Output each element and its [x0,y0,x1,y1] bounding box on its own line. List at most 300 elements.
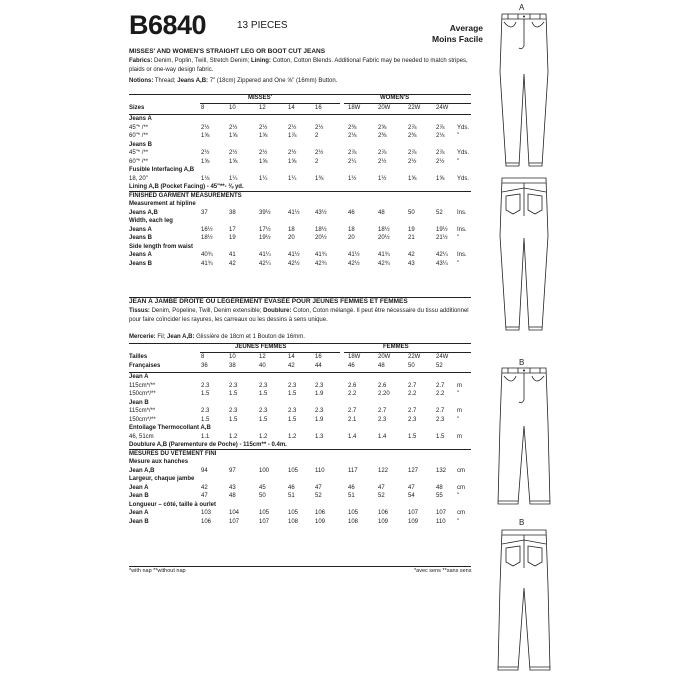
view-a-label: A [519,3,525,12]
table-cell: 2.6 [348,382,357,389]
table-cell: 1.1 [201,433,210,440]
table-cell: 109 [408,518,419,525]
table-cell: 1.2 [229,433,238,440]
group-jeunes-femmes: JEUNES FEMMES [235,344,287,350]
sizes-row [129,104,471,113]
row-unit: " [457,518,460,525]
table-cell: 2.3 [408,416,417,423]
mercerie-bold: Jean A,B: [167,334,195,340]
table-cell: 41¾ [378,252,390,258]
row-label: MESURES DU VÊTEMENT FINI [129,450,217,457]
size-cell: 12 [259,354,266,360]
table-cell: 43 [408,260,415,267]
table-cell: 1.5 [229,416,238,423]
table-cell: 43¼ [436,260,448,267]
row-unit: cm [457,467,465,474]
table-cell: 21 [408,235,415,241]
table-cell: 104 [229,510,240,516]
footnote-fr: *avec sens **sans sens [414,568,472,574]
table-cell: 1⅞ [288,133,297,139]
row-label: FINISHED GARMENT MEASUREMENTS [129,192,242,199]
table-cell: 109 [315,518,326,525]
table-cell: 2.7 [408,382,417,389]
row-unit: " [457,133,460,139]
table-cell: 41¾ [315,252,327,258]
mercerie-text-2: Glissière de 18cm et 1 Bouton de 16mm. [194,334,305,340]
row-unit: cm [457,510,465,516]
french-title: JEAN À JAMBE DROITE OU LÉGÈREMENT ÉVASÉE POUR JEUNES FEMMES ET FEMMES [129,298,408,305]
table-cell: 51 [288,493,295,499]
row-unit: " [457,235,460,241]
table-cell: 2½ [259,124,268,131]
table-cell: 108 [288,518,299,525]
row-label: 46, 51cm [129,433,154,440]
table-cell: 1¼ [229,175,238,182]
table-row [129,217,471,226]
table-row [129,467,471,476]
table-cell: 1⅝ [229,158,238,165]
difficulty-rating [427,23,483,45]
row-label: Largeur, chaque jambe [129,476,195,482]
size-cell: 40 [259,363,266,369]
table-cell: 2.7 [436,382,445,389]
table-cell: 37 [201,209,208,216]
table-cell: 1⅛ [201,175,210,182]
table-cell: 2⅝ [378,124,387,131]
notions-text-2: 7" (18cm) Zippered and One ⅝" (16mm) Button. [208,78,338,84]
table-row [129,424,471,433]
table-cell: 1.5 [201,416,210,423]
fabrics-paragraph [129,57,471,74]
table-cell: 2.7 [348,408,357,414]
row-label: Side length from waist [129,243,194,250]
table-cell: 18½ [378,226,390,233]
difficulty-fr: Moins Facile [431,34,483,44]
table-cell: 2⅞ [378,150,387,156]
table-row [129,509,471,518]
table-cell: 47 [408,484,415,491]
lining-text: Cotton, Cotton Blends. Additional Fabric may be needed to match stripes, plaids or one-way design fabric. [129,58,468,73]
table-row [129,407,471,416]
table-row [129,260,471,269]
table-cell: 43 [229,484,236,491]
row-label: Jean A [129,510,149,516]
table-cell: 47 [315,484,322,491]
row-label: Jeans A [129,116,152,122]
size-cell: 38 [229,363,236,369]
table-cell: 1.5 [288,416,297,423]
table-cell: 1.3 [315,433,324,440]
piece-count: 13 PIECES [237,20,288,31]
table-cell: 1.5 [288,391,297,397]
table-cell: 42¼ [436,252,448,258]
table-cell: 2.2 [408,391,417,397]
table-cell: 105 [348,510,359,516]
table-cell: 103 [201,510,212,516]
table-cell: 52 [378,493,385,499]
table-cell: 2.3 [229,382,238,389]
table-row [129,209,471,218]
rule [129,343,471,344]
size-cell: 8 [201,105,205,111]
notions-bold: Jeans A,B: [177,78,209,84]
table-cell: 42 [229,260,236,267]
jeans-b-front-illustration [490,366,558,508]
table-row [129,450,471,459]
table-cell: 19½ [259,235,271,241]
table-cell: 108 [348,518,359,525]
row-label: Doublure A,B (Parementure de Poche) - 115cm** - 0.4m. [129,442,287,448]
row-label: 150cm*/** [129,416,156,423]
table-cell: 46 [348,484,355,491]
table-cell: 105 [288,510,299,516]
size-cell: 10 [229,354,236,360]
table-row [129,234,471,243]
group-misses: MISSES' [248,95,273,101]
table-cell: 41½ [288,252,300,258]
table-cell: 1⅜ [315,175,324,182]
table-cell: 1½ [348,175,357,182]
row-unit: cm [457,484,465,491]
table-cell: 17 [229,226,236,233]
row-label: 115cm*/** [129,408,156,414]
table-cell: 2.3 [201,408,210,414]
table-cell: 2.3 [259,408,268,414]
row-unit: Ins. [457,209,467,216]
lining-label: Lining: [249,58,271,64]
footnote-en: *with nap **without nap [129,568,186,574]
table-cell: 2½ [259,150,268,156]
table-cell: 1.4 [378,433,387,440]
row-label: 150cm*/** [129,391,156,397]
table-cell: 105 [259,510,270,516]
size-cell: 12 [259,105,266,111]
row-label: Width, each leg [129,218,173,224]
table-cell: 20½ [378,235,390,241]
table-cell: 2½ [229,124,238,131]
table-cell: 42 [201,484,208,491]
table-cell: 41 [229,252,236,258]
table-cell: 41¼ [259,252,271,258]
table-cell: 19 [408,226,415,233]
table-cell: 2⅛ [348,133,357,139]
table-cell: 51 [348,493,355,499]
table-row [129,226,471,235]
table-row [129,373,471,382]
table-cell: 2½ [408,158,417,165]
row-label: Jean A [129,374,149,380]
table-cell: 2.3 [288,382,297,389]
table-cell: 40¾ [201,252,213,258]
table-cell: 42¾ [378,260,390,267]
table-cell: 42½ [288,260,300,267]
row-unit: " [457,416,460,423]
table-cell: 54 [408,493,415,499]
table-row [129,124,471,133]
table-cell: 55 [436,493,443,499]
table-cell: 2⅞ [408,150,417,156]
table-cell: 1.5 [201,391,210,397]
table-cell: 2⅞ [348,150,357,156]
row-label: Jean A,B [129,467,155,474]
table-cell: 97 [229,467,236,474]
size-cell: 18W [348,354,361,360]
table-row [129,243,471,252]
table-cell: 2.3 [436,416,445,423]
row-label: Jeans B [129,260,153,267]
table-cell: 18 [348,226,355,233]
table-cell: 107 [259,518,270,525]
row-unit: " [457,158,460,165]
table-cell: 1.5 [229,391,238,397]
row-label: Jeans A [129,226,152,233]
size-cell: 24W [436,354,449,360]
row-label: Mesure aux hanches [129,459,189,465]
mercerie-label: Mercerie: [129,334,156,340]
table-cell: 2⅞ [408,124,417,131]
table-cell: 50 [259,493,266,499]
size-cell: 14 [288,105,295,111]
table-cell: 2⅜ [408,133,417,139]
table-cell: 19 [229,235,236,241]
table-cell: 2⅜ [348,124,357,131]
size-cell: 50 [408,363,415,369]
table-cell: 2 [315,158,319,165]
pattern-title: MISSES' AND WOMEN'S STRAIGHT LEG OR BOOT CUT JEANS [129,48,326,55]
table-cell: 2⅛ [436,133,445,139]
table-cell: 1⅝ [201,133,210,139]
row-label: 18, 20" [129,175,148,182]
row-label: Jean B [129,493,149,499]
table-cell: 107 [436,510,447,516]
table-cell: 110 [436,518,446,525]
table-cell: 110 [315,467,325,474]
table-cell: 42 [408,252,415,258]
table-cell: 2.3 [378,416,387,423]
size-cell: 42 [288,363,295,369]
table-cell: 1¼ [259,175,268,182]
row-unit: m [457,382,462,389]
table-cell: 2½ [315,124,324,131]
table-cell: 39½ [259,209,271,216]
tissus-text: Denim, Popeline, Twill, Denim extensible; [149,308,262,314]
table-cell: 42½ [348,260,360,267]
table-cell: 2.7 [378,408,387,414]
table-cell: 2½ [436,158,445,165]
table-row [129,433,471,442]
fabrics-label: Fabrics: [129,58,153,64]
row-unit: Ins. [457,226,467,233]
tissus-label: Tissus: [129,308,150,314]
row-unit: " [457,391,460,397]
row-label: 45"* /** [129,150,149,156]
doublure-label: Doublure: [261,308,292,314]
table-cell: 2.7 [436,408,445,414]
row-label: Lining A,B (Pocket Facing) - 45"**- ⅜ yd. [129,184,244,190]
table-cell: 50 [408,209,415,216]
table-cell: 1⅝ [259,133,268,139]
size-row-label: Tailles [129,354,148,360]
table-cell: 2.3 [201,382,210,389]
table-cell: 107 [408,510,419,516]
notions-paragraph [129,77,471,86]
table-cell: 20 [348,235,355,241]
table-cell: 2½ [201,150,210,156]
size-cell: 44 [315,363,322,369]
jeans-b-back-illustration [490,528,558,674]
table-cell: 2⅞ [436,150,445,156]
table-cell: 1¼ [288,175,297,182]
table-cell: 38 [229,209,236,216]
size-cell: 20W [378,105,391,111]
size-cell: 16 [315,354,322,360]
table-row [129,132,471,141]
table-cell: 105 [288,467,299,474]
tailles-row [129,353,471,362]
table-row [129,382,471,391]
table-cell: 106 [201,518,212,525]
table-cell: 48 [436,484,443,491]
table-cell: 42¾ [315,260,327,267]
row-label: 60"* /** [129,158,149,165]
table-row [129,200,471,209]
mercerie-text: Fil; [155,334,168,340]
table-cell: 18 [288,226,295,233]
table-cell: 1⅝ [229,133,238,139]
table-row [129,484,471,493]
row-label: Fusible Interfacing A,B [129,167,195,173]
table-cell: 2.20 [378,391,390,397]
table-cell: 1½ [378,175,387,182]
table-cell: 1.5 [436,433,445,440]
row-label: Jeans A [129,252,152,258]
table-cell: 1.9 [315,391,324,397]
table-cell: 2½ [229,150,238,156]
notions-text: Thread; [153,78,178,84]
table-row [129,149,471,158]
table-cell: 2.3 [288,408,297,414]
table-cell: 132 [436,467,447,474]
table-cell: 2.1 [348,416,357,423]
row-label: Jean B [129,399,149,406]
table-cell: 2½ [201,124,210,131]
row-label: Longueur – côté, taille à ourlet [129,501,217,508]
table-cell: 117 [348,467,358,474]
size-row-label: Françaises [129,363,161,369]
jeans-a-front-illustration [492,12,556,172]
table-cell: 2½ [288,150,297,156]
table-cell: 46 [348,209,355,216]
group-femmes: FEMMES [383,344,409,350]
table-cell: 16½ [201,226,213,233]
table-cell: 1.5 [259,391,268,397]
table-cell: 47 [378,484,385,491]
table-cell: 48 [378,209,385,216]
view-b-back-label: B [519,518,525,527]
size-cell: 14 [288,354,295,360]
group-womens: WOMEN'S [380,95,410,101]
table-cell: 47 [201,493,208,499]
table-row [129,416,471,425]
table-cell: 19½ [436,226,448,233]
table-cell: 41¾ [201,260,213,267]
row-label: Jean B [129,518,149,525]
size-cell: 18W [348,105,361,111]
table-cell: 2.3 [229,408,238,414]
francaises-row [129,362,471,371]
table-cell: 2½ [378,158,387,165]
row-unit: Yds. [457,175,470,182]
table-cell: 20 [288,235,295,241]
table-cell: 2.6 [378,382,387,389]
table-cell: 1⅝ [259,158,268,165]
table-cell: 21½ [436,235,448,241]
table-cell: 100 [259,467,270,474]
table-cell: 1.2 [259,433,268,440]
table-cell: 109 [378,518,389,525]
size-cell: 20W [378,354,391,360]
table-cell: 94 [201,467,208,474]
difficulty-en: Average [449,23,483,33]
table-row [129,390,471,399]
table-cell: 52 [315,493,322,499]
table-cell: 1⅝ [436,175,445,182]
row-label: Jeans B [129,141,153,148]
table-cell: 2.2 [436,391,445,397]
row-label: Jeans B [129,235,153,241]
table-row [129,192,471,201]
table-cell: 1⅝ [408,175,417,182]
row-label: 45"* /** [129,124,149,131]
table-row [129,458,471,467]
size-cell: 36 [201,363,208,369]
row-label: 60"* /** [129,133,149,139]
row-label: 115cm*/** [129,382,156,389]
table-cell: 2½ [288,124,297,131]
row-unit: Ins. [457,252,467,258]
table-cell: 18½ [315,226,327,233]
row-unit: Yds. [457,150,470,156]
jeans-a-back-illustration [492,176,556,336]
table-cell: 106 [315,510,326,516]
fabrics-text: Denim, Poplin, Twill, Stretch Denim; [152,58,250,64]
table-cell: 2 [315,133,319,139]
table-row [129,251,471,260]
tissus-paragraph [129,307,471,324]
row-unit: m [457,408,462,414]
notions-label: Notions: [129,78,154,84]
table-cell: 52 [436,209,443,216]
size-cell: 16 [315,105,322,111]
table-cell: 18½ [201,235,213,241]
rule [129,94,471,95]
table-cell: 2¼ [348,158,357,165]
size-cell: 52 [436,363,443,369]
row-unit: " [457,493,460,499]
row-unit: " [457,260,460,267]
table-cell: 46 [288,484,295,491]
size-cell: 48 [378,363,385,369]
size-row-label: Sizes [129,105,145,111]
table-cell: 17½ [259,226,271,233]
table-cell: 2½ [315,150,324,156]
row-label: Measurement at hipline [129,201,196,207]
table-cell: 122 [378,467,389,474]
table-row [129,475,471,484]
table-row [129,158,471,167]
table-cell: 2⅞ [436,124,445,131]
rule [129,566,471,567]
